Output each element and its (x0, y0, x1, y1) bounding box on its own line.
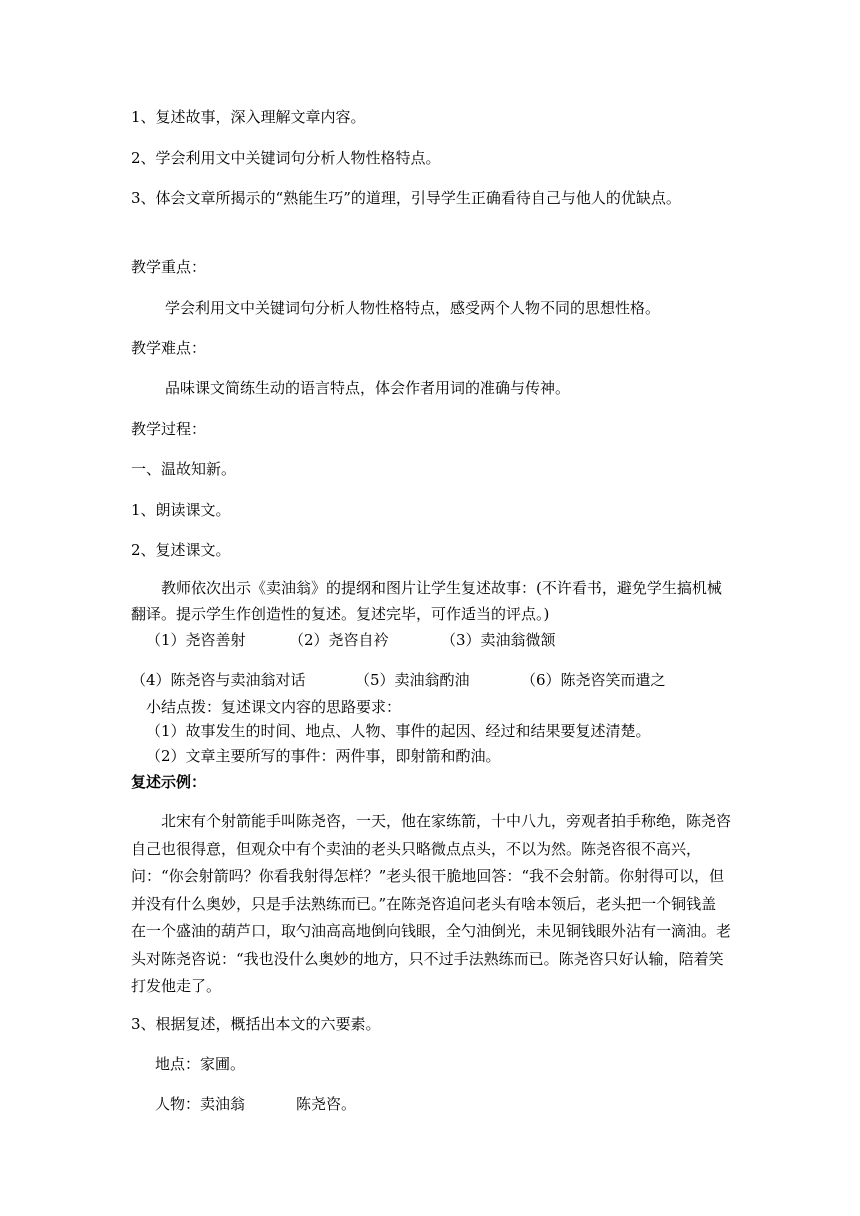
retell-instruction: 教师依次出示《卖油翁》的提纲和图片让学生复述故事：(不许看书，避免学生搞机械翻译。提示学生作创造性的复述。复述完毕，可作适当的评点。) (131, 579, 722, 623)
element-people-label: 人物：卖油翁 (155, 1095, 246, 1113)
key-point-text: 学会利用文中关键词句分析人物性格特点，感受两个人物不同的思想性格。 (165, 299, 661, 317)
objective-3: 3、体会文章所揭示的“熟能生巧”的道理，引导学生正确看待自己与他人的优缺点。 (131, 189, 681, 207)
objective-1: 1、复述故事，深入理解文章内容。 (131, 108, 366, 126)
example-heading: 复述示例： (131, 773, 207, 791)
section-1-heading: 一、温故知新。 (131, 460, 237, 478)
outline-item-1: （1）尧咨善射 (146, 631, 246, 649)
step-1: 1、朗读课文。 (131, 501, 231, 519)
outline-item-6: （6）陈尧咨笑而遣之 (521, 671, 666, 689)
summary-heading: 小结点拨：复述课文内容的思路要求： (146, 698, 402, 716)
difficulty-heading: 教学难点： (131, 339, 207, 357)
key-point-heading: 教学重点： (131, 258, 207, 276)
step-3-heading: 3、根据复述，概括出本文的六要素。 (131, 1015, 381, 1033)
element-place: 地点：家圃。 (155, 1055, 246, 1073)
process-heading: 教学过程： (131, 420, 207, 438)
outline-item-4: （4）陈尧咨与卖油翁对话 (131, 671, 306, 689)
summary-item-1: （1）故事发生的时间、地点、人物、事件的起因、经过和结果要复述清楚。 (146, 722, 651, 740)
step-2: 2、复述课文。 (131, 541, 231, 559)
difficulty-text: 品味课文简练生动的语言特点，体会作者用词的准确与传神。 (165, 379, 571, 397)
outline-item-3: （3）卖油翁微颔 (441, 631, 556, 649)
objective-2: 2、学会利用文中关键词句分析人物性格特点。 (131, 149, 441, 167)
outline-item-5: （5）卖油翁酌油 (355, 671, 470, 689)
example-text: 北宋有个射箭能手叫陈尧咨，一天，他在家练箭，十中八九，旁观者拍手称绝，陈尧咨自己也很得意，但观众中有个卖油的老头只略微点点头，不以为然。陈尧咨很不高兴，问：“你会射箭吗？你看我射得怎样？”老头很干脆地回答：“我不会射箭。你射得可以，但并没有什么奥妙，只是手法熟练而已。”在陈尧咨追问老头有啥本领后，老头把一个铜钱盖在一个盛油的葫芦口，取勺油高高地倒向钱眼，全勺油倒光，未见铜钱眼外沾有一滴油。老头对陈尧咨说：“我也没什么奥妙的地方，只不过手法熟练而已。陈尧咨只好认输，陪着笑打发他走了。 (131, 812, 732, 995)
element-people-second: 陈尧咨。 (296, 1095, 357, 1113)
outline-item-2: （2）尧咨自衿 (289, 631, 389, 649)
summary-item-2: （2）文章主要所写的事件：两件事，即射箭和酌油。 (146, 747, 501, 765)
